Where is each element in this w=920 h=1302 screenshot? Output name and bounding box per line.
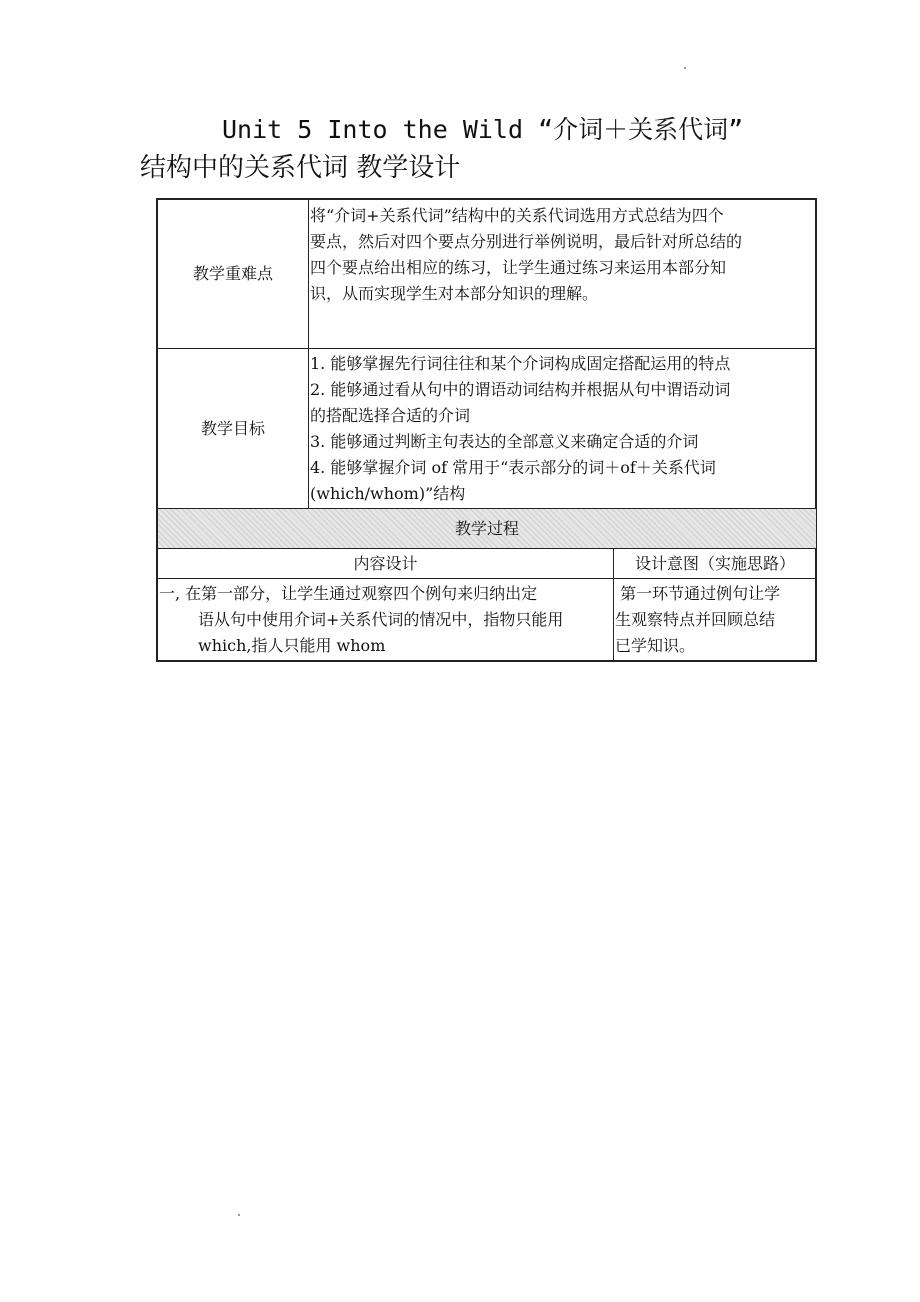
process-content-line: 语从句中使用介词+关系代词的情况中，指物只能用 [198, 610, 564, 629]
table-divider-row4 [157, 578, 816, 579]
design-intent-header: 设计意图（实施思路） [634, 553, 795, 573]
page-mark-top [684, 67, 686, 69]
process-content-line: 一, 在第一部分，让学生通过观察四个例句来归纳出定 [159, 584, 538, 603]
difficulty-line: 识，从而实现学生对本部分知识的理解。 [310, 284, 599, 303]
document-title-line2: 结构中的关系代词 教学设计 [140, 153, 461, 183]
objectives-label: 教学目标 [200, 418, 265, 438]
difficulty-line: 要点，然后对四个要点分别进行举例说明，最后针对所总结的 [310, 232, 743, 251]
difficulty-content [310, 203, 816, 307]
process-intent-line: 第一环节通过例句让学 [615, 584, 781, 603]
process-header: 教学过程 [454, 518, 519, 538]
page-mark-bottom [238, 1214, 240, 1216]
process-content-line: which,指人只能用 whom [198, 636, 386, 655]
difficulty-line: 四个要点给出相应的练习，让学生通过练习来运用本部分知 [310, 258, 727, 277]
difficulty-label: 教学重难点 [192, 263, 273, 283]
process-intent-line: 生观察特点并回顾总结 [615, 610, 776, 629]
objective-line: 1. 能够掌握先行词往往和某个介词构成固定搭配运用的特点 [310, 354, 731, 373]
table-divider-label-column [308, 199, 309, 508]
objective-line: 4. 能够掌握介词 of 常用于“表示部分的词＋of＋关系代词 [310, 458, 716, 477]
objectives-content [310, 351, 816, 507]
process-row-intent [615, 581, 816, 659]
objective-line: 2. 能够通过看从句中的谓语动词结构并根据从句中谓语动词 [310, 380, 731, 399]
document-title-line1: Unit 5 Into the Wild “介词＋关系代词” [222, 115, 744, 144]
process-row-content [159, 581, 613, 659]
difficulty-line: 将“介词+关系代词”结构中的关系代词选用方式总结为四个 [310, 206, 724, 225]
objective-line: (which/whom)”结构 [310, 484, 466, 503]
objective-line: 的搭配选择合适的介词 [310, 406, 471, 425]
process-intent-line: 已学知识。 [615, 636, 696, 655]
objective-line: 3. 能够通过判断主句表达的全部意义来确定合适的介词 [310, 432, 699, 451]
content-design-header: 内容设计 [353, 553, 418, 573]
